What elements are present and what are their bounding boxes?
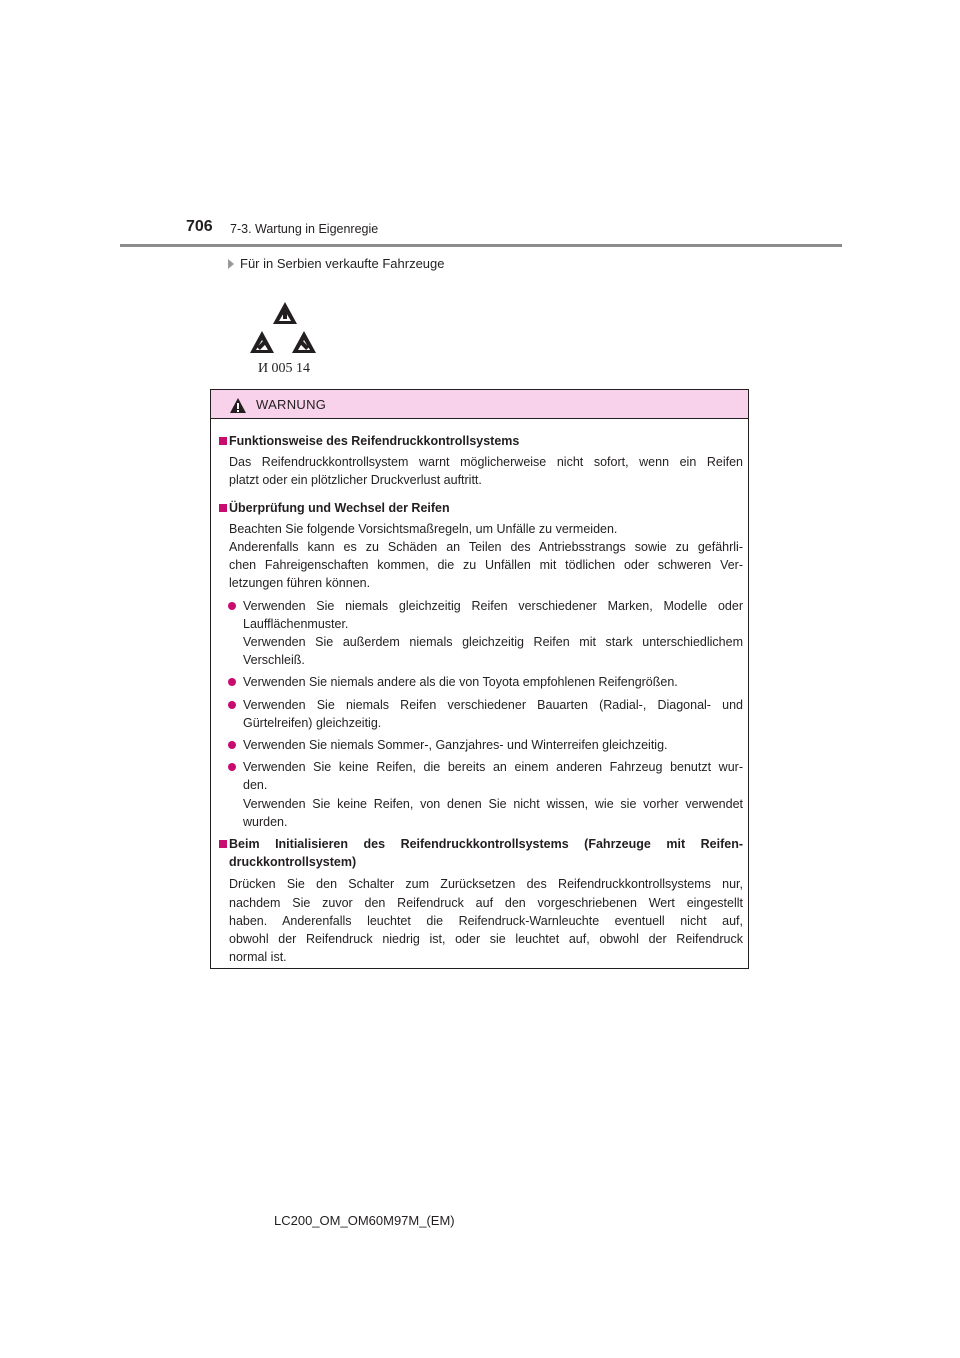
section-heading: Überprüfung und Wechsel der Reifen <box>219 499 743 517</box>
warning-triangle-icon <box>229 397 247 414</box>
dot-bullet-icon <box>228 763 236 771</box>
homologation-label: И 005 14 <box>257 361 311 376</box>
paragraph: Das Reifendruckkontrollsystem warnt möglicherweise nicht sofort, wenn ein Reifen platzt oder ein plötzlicher Druckverlust auftritt. <box>229 455 743 488</box>
dot-bullet-icon <box>228 701 236 709</box>
header-rule <box>120 244 842 247</box>
dot-bullet-icon <box>228 741 236 749</box>
dot-bullet-icon <box>228 602 236 610</box>
square-bullet-icon <box>219 840 227 848</box>
warning-title: WARNUNG <box>256 397 327 412</box>
section-heading: Beim Initialisieren des Reifendruckkontrollsystems (Fahrzeuge mit Reifen- druckkontrollsystem) <box>219 835 743 871</box>
page-number: 706 <box>186 218 213 235</box>
triangle-mark-icon <box>246 300 324 378</box>
paragraph: Drücken Sie den Schalter zum Zurücksetzen des Reifendruckkontrollsystems nur, nachdem Sie zuvor den Reifendruck auf den vorgeschriebenen Wert eingestellt haben. Anderenfalls leuchtet die Reifendruck-Warnleuchte eventuell nicht auf, obwohl der Reifendruck niedrig ist, oder sie leuchtet auf, obwohl der Reifendruck normal ist. <box>229 877 743 965</box>
subheading <box>228 256 445 271</box>
subheading-text: Für in Serbien verkaufte Fahrzeuge <box>240 256 445 271</box>
list-item: Verwenden Sie niemals gleichzeitig Reifen verschiedener Marken, Modelle oder Laufflächenmuster. Verwenden Sie außerdem niemals gleichzeitig Reifen mit stark unterschiedlichem Verschleiß. <box>243 597 743 670</box>
warning-box <box>210 389 749 969</box>
arrow-right-icon <box>228 259 234 269</box>
paragraph: Beachten Sie folgende Vorsichtsmaßregeln, um Unfälle zu vermeiden. Anderenfalls kann es zu Schäden an Teilen des Antriebsstrangs sowie zu gefährli- chen Fahreigenschaften kommen, die zu Unfällen mit tödlichen oder schweren Ver- letzungen führen können. <box>229 521 743 591</box>
warning-body <box>219 432 743 970</box>
list-item: Verwenden Sie keine Reifen, die bereits an einem anderen Fahrzeug benutzt wur- den. Verwenden Sie keine Reifen, von denen Sie nicht wissen, wie sie vorher verwendet wurden. <box>243 758 743 831</box>
dot-bullet-icon <box>228 678 236 686</box>
list-item: Verwenden Sie niemals Reifen verschiedener Bauarten (Radial-, Diagonal- und Gürtelreifen) gleichzeitig. <box>243 696 743 732</box>
footer-doc-id: LC200_OM_OM60M97M_(EM) <box>274 1213 455 1228</box>
list-item: Verwenden Sie niemals Sommer-, Ganzjahres- und Winterreifen gleichzeitig. <box>243 736 743 754</box>
list-item: Verwenden Sie niemals andere als die von Toyota empfohlenen Reifengrößen. <box>243 673 743 691</box>
section-title: 7-3. Wartung in Eigenregie <box>230 222 379 236</box>
homologation-mark <box>246 300 324 378</box>
square-bullet-icon <box>219 437 227 445</box>
square-bullet-icon <box>219 504 227 512</box>
warning-header <box>211 390 748 419</box>
section-heading: Funktionsweise des Reifendruckkontrollsystems <box>219 432 743 450</box>
